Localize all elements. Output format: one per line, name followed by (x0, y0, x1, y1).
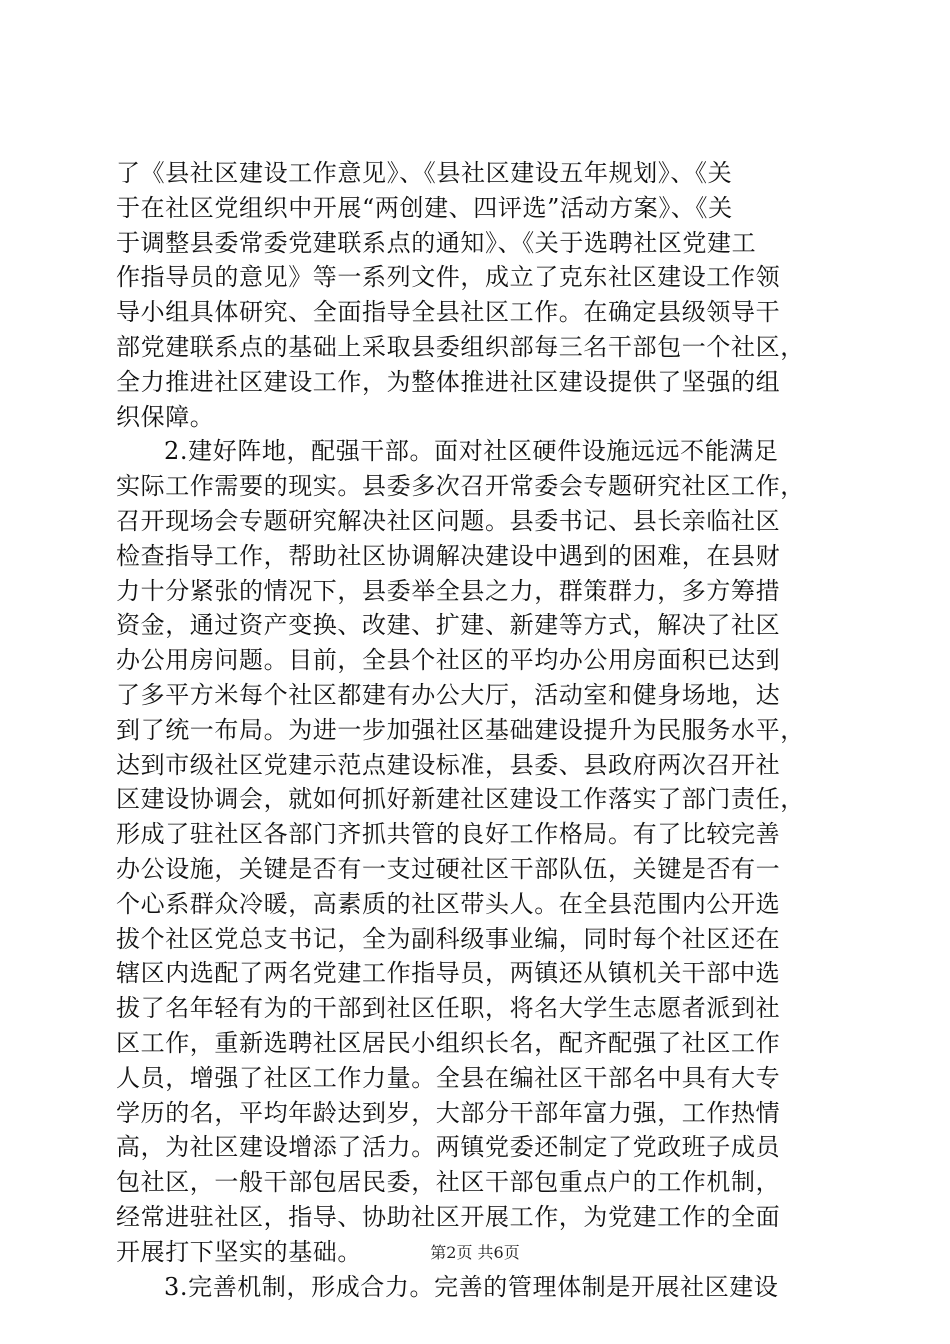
text-line: 资金，通过资产变换、改建、扩建、新建等方式，解决了社区 (116, 611, 781, 640)
text-line: 辖区内选配了两名党建工作指导员，两镇还从镇机关干部中选 (116, 959, 781, 988)
text-line: 了《县社区建设工作意见》、《县社区建设五年规划》、《关 (116, 159, 733, 187)
text-line: 全力推进社区建设工作，为整体推进社区建设提供了坚强的组 (116, 367, 781, 396)
text-line: 于在社区党组织中开展“两创建、四评选”活动方案》、《关 (116, 193, 733, 222)
text-line: 高，为社区建设增添了活力。两镇党委还制定了党政班子成员 (116, 1133, 781, 1162)
text-line: 检查指导工作，帮助社区协调解决建设中遇到的困难，在县财 (116, 541, 781, 570)
text-line: 开展打下坚实的基础。 (116, 1237, 362, 1266)
text-line: 到了统一布局。为进一步加强社区基础建设提升为民服务水平， (116, 715, 805, 744)
text-line: 学历的名，平均年龄达到岁，大部分干部年富力强，工作热情 (116, 1098, 781, 1127)
paragraph-start-line: 3.完善机制，形成合力。完善的管理体制是开展社区建设 (164, 1272, 779, 1301)
body-text (116, 156, 836, 1304)
text-line: 人员，增强了社区工作力量。全县在编社区干部名中具有大专 (116, 1063, 781, 1092)
text-line: 经常进驻社区，指导、协助社区开展工作，为党建工作的全面 (116, 1202, 781, 1231)
text-line: 力十分紧张的情况下，县委举全县之力，群策群力，多方筹措 (116, 576, 781, 605)
text-line: 导小组具体研究、全面指导全县社区工作。在确定县级领导干 (116, 298, 781, 327)
paragraph-start-line: 2.建好阵地，配强干部。面对社区硬件设施远远不能满足 (164, 437, 779, 466)
text-line: 区工作，重新选聘社区居民小组织长名，配齐配强了社区工作 (116, 1028, 781, 1057)
text-line: 部党建联系点的基础上采取县委组织部每三名干部包一个社区， (116, 332, 805, 361)
page-footer: 第2页 共6页 (430, 1243, 520, 1262)
text-line: 包社区，一般干部包居民委，社区干部包重点户的工作机制， (116, 1168, 781, 1197)
text-line: 召开现场会专题研究解决社区问题。县委书记、县长亲临社区 (116, 506, 781, 535)
text-line: 织保障。 (116, 402, 215, 431)
text-line: 办公设施，关键是否有一支过硬社区干部队伍，关键是否有一 (116, 854, 781, 883)
text-line: 办公用房问题。目前，全县个社区的平均办公用房面积已达到 (116, 646, 781, 675)
text-line: 区建设协调会，就如何抓好新建社区建设工作落实了部门责任， (116, 785, 805, 814)
text-line: 形成了驻社区各部门齐抓共管的良好工作格局。有了比较完善 (116, 820, 781, 849)
text-line: 拔个社区党总支书记，全为副科级事业编，同时每个社区还在 (116, 924, 781, 953)
text-line: 于调整县委常委党建联系点的通知》、《关于选聘社区党建工 (116, 228, 757, 257)
text-line: 达到市级社区党建示范点建设标准，县委、县政府两次召开社 (116, 750, 781, 779)
text-line: 实际工作需要的现实。县委多次召开常委会专题研究社区工作， (116, 472, 805, 501)
text-line: 了多平方米每个社区都建有办公大厅，活动室和健身场地，达 (116, 680, 781, 709)
text-line: 作指导员的意见》等一系列文件，成立了克东社区建设工作领 (116, 263, 781, 292)
text-line: 个心系群众冷暖，高素质的社区带头人。在全县范围内公开选 (116, 889, 781, 918)
text-line: 拔了名年轻有为的干部到社区任职，将名大学生志愿者派到社 (116, 994, 781, 1023)
